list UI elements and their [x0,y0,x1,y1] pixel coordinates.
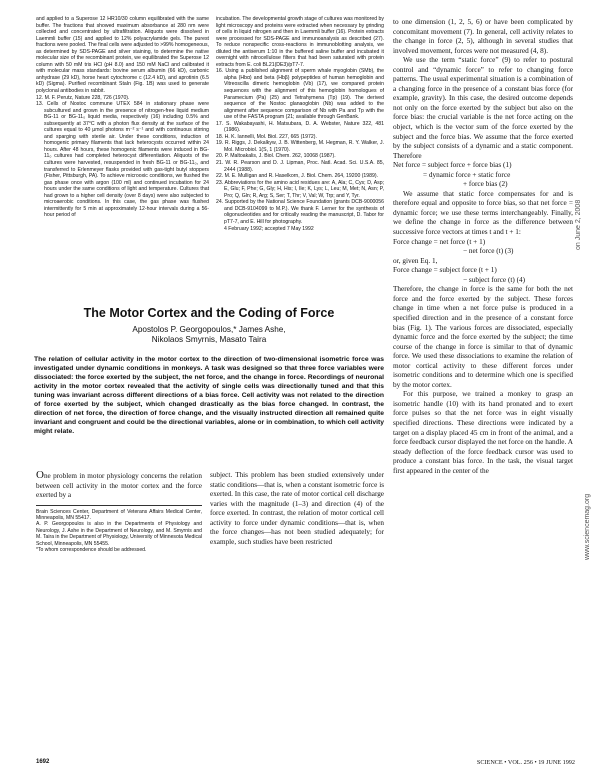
references-middle-column [216,16,384,278]
equation-2-line-2: + force bias (2) [463,180,508,189]
reference-16: 16. Using a published alignment of sperm whale myoglobin (SMb), the alpha (Hbα) and beta (Hbβ) polypeptides of human hemoglobin and Vitreoscilla dimeric hemoglobin (Vb) (17), we compared protein sequences with the alignment of this hemoglobin homologues of Paramecium (Pa) (25) and Tetrahymena (Tp) (19). The derived sequence of the Nostoc glanaoglobin (Nb) was added to the alignment after sequence comparison of Nb with Pa and Tp with the use of the FASTA program (21; available through GenBank. [216,68,384,121]
reference-19: 19. R. Riggs, J. Dekalkyw, J. B. Wittenberg, M. Hegman, R. Y. Walker, J. Mol. Microbiol. 1(S, 1 (1970). [216,140,384,153]
right-paragraph-3: We assume that static force compensates for and is therefore equal and opposite to force bias, so that net force = dynamic force; we use these terms interchangeably. Finally, we define the change in force as the difference between successive force vectors at times t and t + 1: [393,189,573,237]
body-middle-column [210,471,384,746]
watermark-site: www.sciencemag.org [584,493,591,560]
reference-22: 22. M. E. Mulligan and R. Haselkorn, J. Biol. Chem. 264, 19200 (1989). [216,173,379,180]
methods-paragraph: and applied to a Superose 12 HR10/30 column equilibrated with the same buffer. The fractions that showed maximum absorbance at 280 nm were collected and concentrated by ultrafiltration. Aliquots were dissolved in Laemmli buffer (15) and applied to 12% polyacrylamide gels. The purest fractions were pooled. The final cells were adjusted to >99% homogeneous, as determined by SDS-PAGE and silver staining, to determine the native molecular size of the recombinant protein, we equilibrated the Superose 12 column with 50 mM tris HCl (pH 8.0) and 150 mM NaCl and calibrated it with molecular mass standards: bovine serum albumin (66 kD), carbonic anhydrase (29 kD), horse heart cytochrome c (12.4 kD), and aprotinin (6.5 kD) (Sigma). Purified recombinant StaIn (Fig. 1B) was used to generate polyclonal antibodies in rabbit. [36,16,209,95]
equation-3-line-1: Force change = net force (t + 1) [393,237,486,246]
authors-line-1: Apostolos P. Georgopoulos,* James Ashe, [132,325,286,334]
author-list [34,325,384,345]
right-paragraph-1: to one dimension (1, 2, 5, 6) or have been complicated by concomitant movement (7). In general, cell activity relates to the change in force (2, 5), although in several studies that involved movement, forces were not measured (4, 8). [393,18,573,55]
equation-2-line-1: = dynamic force + static force [423,170,511,179]
equation-4-line-2: − subject force (t) (4) [463,275,526,284]
abstract: The relation of cellular activity in the motor cortex to the direction of two-dimensional isometric force was investigated under dynamic conditions in monkeys. A task was designed so that three force variables were dissociated: the force exerted by the subject, the net force, and the change in force. Recordings of neuronal activity in the motor cortex revealed that the activity of single cells was directionally tuned and that this tuning was invariant across different directions of a bias force. Cell activity was not related to the direction of force exerted by the subject, which changed drastically as the bias force changed. In contrast, the direction of net force, the direction of force change, and the visually instructed direction all remained quite invariant and congruent and could be the directional variables, alone or in combination, to which cell activity might relate. [34,356,384,435]
equation-4-line-1: Force change = subject force (t + 1) [393,266,497,275]
intro-paragraph [36,471,202,501]
right-paragraph-5: Therefore, the change in force is the same for both the net force and the force exerted by the subject. These forces change in time when a net force pulse is produced in a specified direction and in the presence of a constant force bias (Fig. 1). The various forces are dissociated, especially dynamic force and the force exerted by the subject; the time course of the change in force is similar to that of dynamic force. We used these dissociations to examine the relation of motor cortical activity to these different forces under isometric conditions and to determine which one is specified by the motor cortex. [393,285,573,389]
received-date: 4 February 1992; accepted 7 May 1992 [224,225,314,232]
references-left-column [36,16,209,278]
reference-18: 18. H. K. Iannelli, Mol. Biol. 227, 665 (1972). [216,133,317,140]
reference-23: 23. Abbreviations for the amino acid residues are: A, Ala; C, Cys; D, Asp; E, Glu; F, Phe; G, Gly; H, His; I, Ile; K, Lys; L, Leu; M, Met; N, Asn; P, Pro; Q, Gln; R, Arg; S, Ser; T, Thr; V, Val; W, Trp; and Y, Tyr. [216,179,384,199]
drop-cap: O [36,471,44,481]
right-paragraph-2: We use the term “static force” (9) to refer to postural control and “dynamic force” to refer to changing force patterns. The usual experimental situation is a combination of a changing force in the presence of a constant bias force (for example, gravity). In this case, the desired outcome depends not only on the force exerted by the subject but also on the force bias: the crucial variable is the net force acting on the object, which is the vector sum of the force exerted by the subject and the force bias. We assume that the force exerted by the subject consists of a dynamic and a static component. Therefore [393,56,573,160]
correspondence-note: *To whom correspondence should be addressed. [36,547,147,554]
reference-12: 12. M. F. Perutz, Nature 228, 726 (1970). [36,94,130,101]
article-title: The Motor Cortex and the Coding of Force [83,306,335,320]
equation-1: Net force = subject force + force bias (1) [393,161,512,170]
reference-17: 17. S. Wakabayashi, H. Matsubara, D. A. Webster, Nature 322, 481 (1986). [216,120,384,134]
reference-21: 21. W. R. Pearson and D. J. Lipman, Proc. Natl. Acad. Sci. U.S.A. 85, 2444 (1988). [216,160,384,173]
affiliation-footnote [36,505,202,554]
reference-20: 20. P. Maltoakalis, J. Biol. Chem. 262, 10068 (1987). [216,153,336,160]
page-number: 1692 [36,759,50,765]
reference-24: 24. Supported by the National Science Foundation (grants DCB-9000056 and DCB-9104099 to M.P.). We thank F. Lerner for the synthesis of oligonucleotides and for critically reading the manuscript, D. Tabor for pT7-7, and E. Hill for photography. [216,199,384,225]
body-right-column [393,18,573,751]
methods-continued: incubation. The developmental growth stage of cultures was monitored by light microscopy and proteins were extracted when necessary by grinding of cells in liquid nitrogen and then in Laemmli buffer (16). Protein extracts were processed for SDS-PAGE and immunoanalysis as described (27). To reduce nonspecific cross-reactions in immunoblotting analysis, we diluted the antiserum 1:10 in the buffered saline buffer and incubated it overnight with nitrocellulose filters that had been saturated with protein extracts from E. coli BL21(DE3)/pT7-7. [216,16,384,68]
reference-13: 13. Cells of Nostoc commune UTEX 584 in stationary phase were subcultured and grown in the presence of nitrogen-free liquid medium BG-11 or BG-11₀ liquid media, respectively (16) including 0.5% and subsequently at 37°C with a photon flux density at the surface of the cultures equal to 40 μmol photons m⁻² s⁻¹ and with continuous stirring and sparging with sterile air. Under these conditions, induction of homogenic primary filaments that lack heterocysts occurred within 24 hours. After 48 hours, these homogenic filaments were induced in BG-11₀ cultures had completed heterocyst differentiation. Aliquots of the cultures were harvested, resuspended in fresh BG-11 or BG-11₀, and transferred to Erlenmeyer flasks provided with gas-tight butyl stoppers (Fisher, Pittsburgh, PA). To achieve microoxic conditions, we flushed the gas phase once with argon (100 ml) and continued incubation for 24 hours under the same conditions of light and temperature. Cultures that had grown to a higher cell density (over 8 days) were also subjected to microaerobic conditions. In this case, the gas phase was flushed intermittently for 5 min at approximately 12-hour intervals during a 56-hour period of [36,101,209,219]
authors-line-2: Nikolaos Smyrnis, Masato Taira [151,335,267,345]
right-paragraph-6: For this purpose, we trained a monkey to grasp an isometric handle (10) with its hand pronated and to exert force pulses so that the net force was in eight visually specified directions. These directions were indicated by a target on a display placed 45 cm in front of the animal, and a force feedback cursor displayed the net force on the handle. A steady deflection of the force feedback cursor was used to produce a constant bias force. In the task, the visual target first appeared in the center of the [393,390,573,475]
affiliation-1: Brain Sciences Center, Department of Veterans Affairs Medical Center, Minneapolis, MN 55417. [36,508,202,522]
journal-footer: SCIENCE • VOL. 256 • 19 JUNE 1992 [476,759,575,766]
intro-text: ne problem in motor physiology concerns the relation between cell activity in the motor cortex and the force exerted by a [36,472,202,500]
equation-3-line-2: − net force (t) (3) [463,247,514,256]
body-paragraph: subject. This problem has been studied extensively under static conditions—that is, when a constant isometric force is exerted. In this case, the rate of motor cortical cell discharge varies with the magnitude (1–3) and direction (4) of the force exerted. In contrast, the relation of motor cortical cell activity to force under dynamic conditions—that is, when the force changes—has not been studied adequately; for example, such studies have been restricted [210,471,384,546]
watermark-date: on June 2, 2008 [575,199,582,250]
body-left-column [36,471,202,746]
right-paragraph-4: or, given Eq. 1, [393,256,438,265]
affiliation-2: A. P. Georgopoulos is also in the Departments of Physiology and Neurology, J. Ashe in the Department of Neurology, and M. Smyrnis and M. Taira in the Department of Physiology, University of Minnesota Medical School, Minneapolis, MN 55455. [36,521,202,547]
